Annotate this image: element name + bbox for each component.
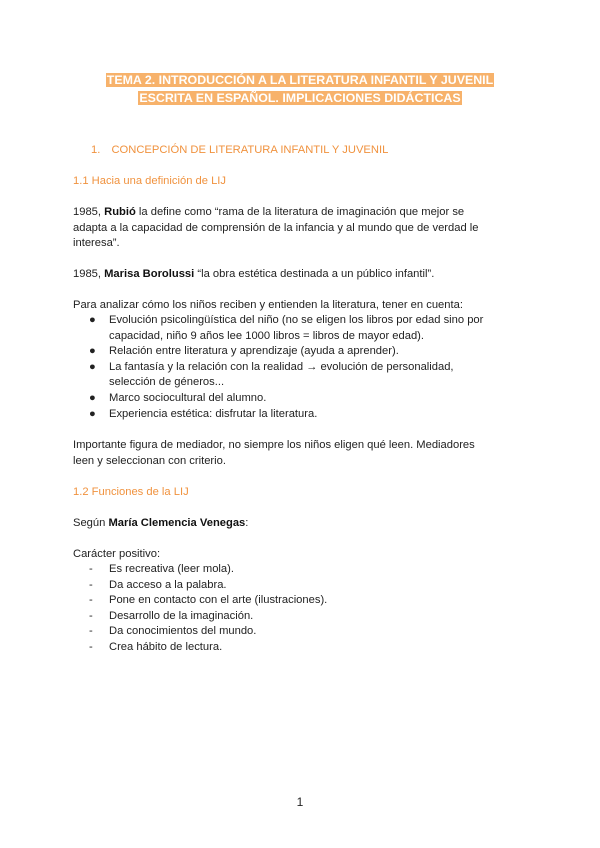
bullet-item: [73, 360, 533, 391]
bullet-item: [73, 344, 533, 360]
dash-marker: -: [89, 578, 93, 591]
analysis-intro: Para analizar cómo los niños reciben y entienden la literatura, tener en cuenta:: [73, 299, 463, 311]
mediator-line-2: leen y seleccionan con criterio.: [73, 454, 226, 467]
title-line-1: TEMA 2. INTRODUCCIÓN A LA LITERATURA INFANTIL Y JUVENIL: [106, 73, 494, 87]
bullet-text: Experiencia estética: disfrutar la literatura.: [109, 407, 318, 420]
definition-borolussi: [73, 267, 533, 283]
dash-text: Pone en contacto con el arte (ilustraciones).: [109, 594, 328, 607]
subsection-1-2-heading: 1.2 Funciones de la LIJ: [73, 486, 189, 498]
dash-item: [73, 640, 533, 656]
def1-text-line-2: adapta a la capacidad de comprensión de la infancia y al mundo que de verdad le: [73, 221, 479, 234]
def2-year: 1985,: [73, 268, 101, 280]
bullet-marker: ●: [89, 360, 96, 373]
bullet-marker: ●: [89, 314, 96, 326]
dash-item: [73, 593, 533, 609]
dash-marker: -: [89, 563, 93, 575]
dash-item: [73, 578, 533, 594]
bullet-item: [73, 391, 533, 407]
dash-marker: -: [89, 640, 93, 653]
dash-text: Da acceso a la palabra.: [109, 578, 227, 591]
definition-rubio: [73, 205, 533, 252]
section-1-title: CONCEPCIÓN DE LITERATURA INFANTIL Y JUVENIL: [111, 144, 389, 156]
bullet-marker: ●: [89, 407, 96, 420]
bullet-text: Evolución psicolingüística del niño (no se eligen los libros por edad sino por: [109, 314, 484, 326]
def2-author: Marisa Borolussi: [104, 268, 195, 280]
caracter-positivo: Carácter positivo:: [73, 548, 161, 560]
title-line-2: ESCRITA EN ESPAÑOL. IMPLICACIONES DIDÁCTICAS: [139, 91, 461, 105]
def1-text-line-3: interesa”.: [73, 237, 120, 250]
def1-year: 1985,: [73, 206, 101, 218]
dash-text: Es recreativa (leer mola).: [109, 563, 234, 575]
dash-text: Desarrollo de la imaginación.: [109, 609, 254, 622]
bullet-text: La fantasía y la relación con la realidad → evolución de personalidad,: [109, 360, 454, 373]
bullet-text: Marco sociocultural del alumno.: [109, 391, 267, 404]
dash-item: [73, 562, 533, 578]
dash-marker: -: [89, 625, 93, 638]
bullet-text-cont: selección de géneros...: [109, 376, 225, 389]
dash-text: Crea hábito de lectura.: [109, 640, 223, 653]
subsection-1-1-heading: 1.1 Hacia una definición de LIJ: [73, 175, 226, 187]
dash-item: [73, 624, 533, 640]
document-title: [0, 71, 600, 107]
segun-line: [73, 516, 533, 532]
mediator-line-1: Importante figura de mediador, no siempre los niños eligen qué leen. Mediadores: [73, 439, 475, 451]
bullet-marker: ●: [89, 391, 96, 404]
dash-item: [73, 609, 533, 625]
dash-list: [73, 562, 533, 656]
def1-text-line-1: la define como “rama de la literatura de imaginación que mejor se: [135, 206, 465, 218]
segun-author: María Clemencia Venegas: [108, 517, 246, 529]
bullet-item: [73, 407, 533, 423]
segun-prefix: Según: [73, 517, 109, 529]
dash-marker: -: [89, 594, 93, 607]
bullet-text: Relación entre literatura y aprendizaje (ayuda a aprender).: [109, 345, 399, 358]
bullet-marker: ●: [89, 345, 96, 358]
bullet-item: [73, 313, 533, 344]
def2-text: “la obra estética destinada a un público infantil”.: [194, 268, 435, 280]
bullet-list: [73, 313, 533, 422]
page-number: 1: [296, 795, 304, 809]
def1-author: Rubió: [104, 206, 136, 218]
dash-marker: -: [89, 609, 93, 622]
dash-text: Da conocimientos del mundo.: [109, 625, 257, 638]
section-1-number: 1.: [91, 144, 101, 156]
section-1-heading: [91, 143, 388, 159]
bullet-text-cont: capacidad, niño 9 años lee 1000 libros = libros de mayor edad).: [109, 329, 425, 342]
segun-suffix: :: [245, 517, 249, 529]
mediator-paragraph: [73, 438, 533, 469]
